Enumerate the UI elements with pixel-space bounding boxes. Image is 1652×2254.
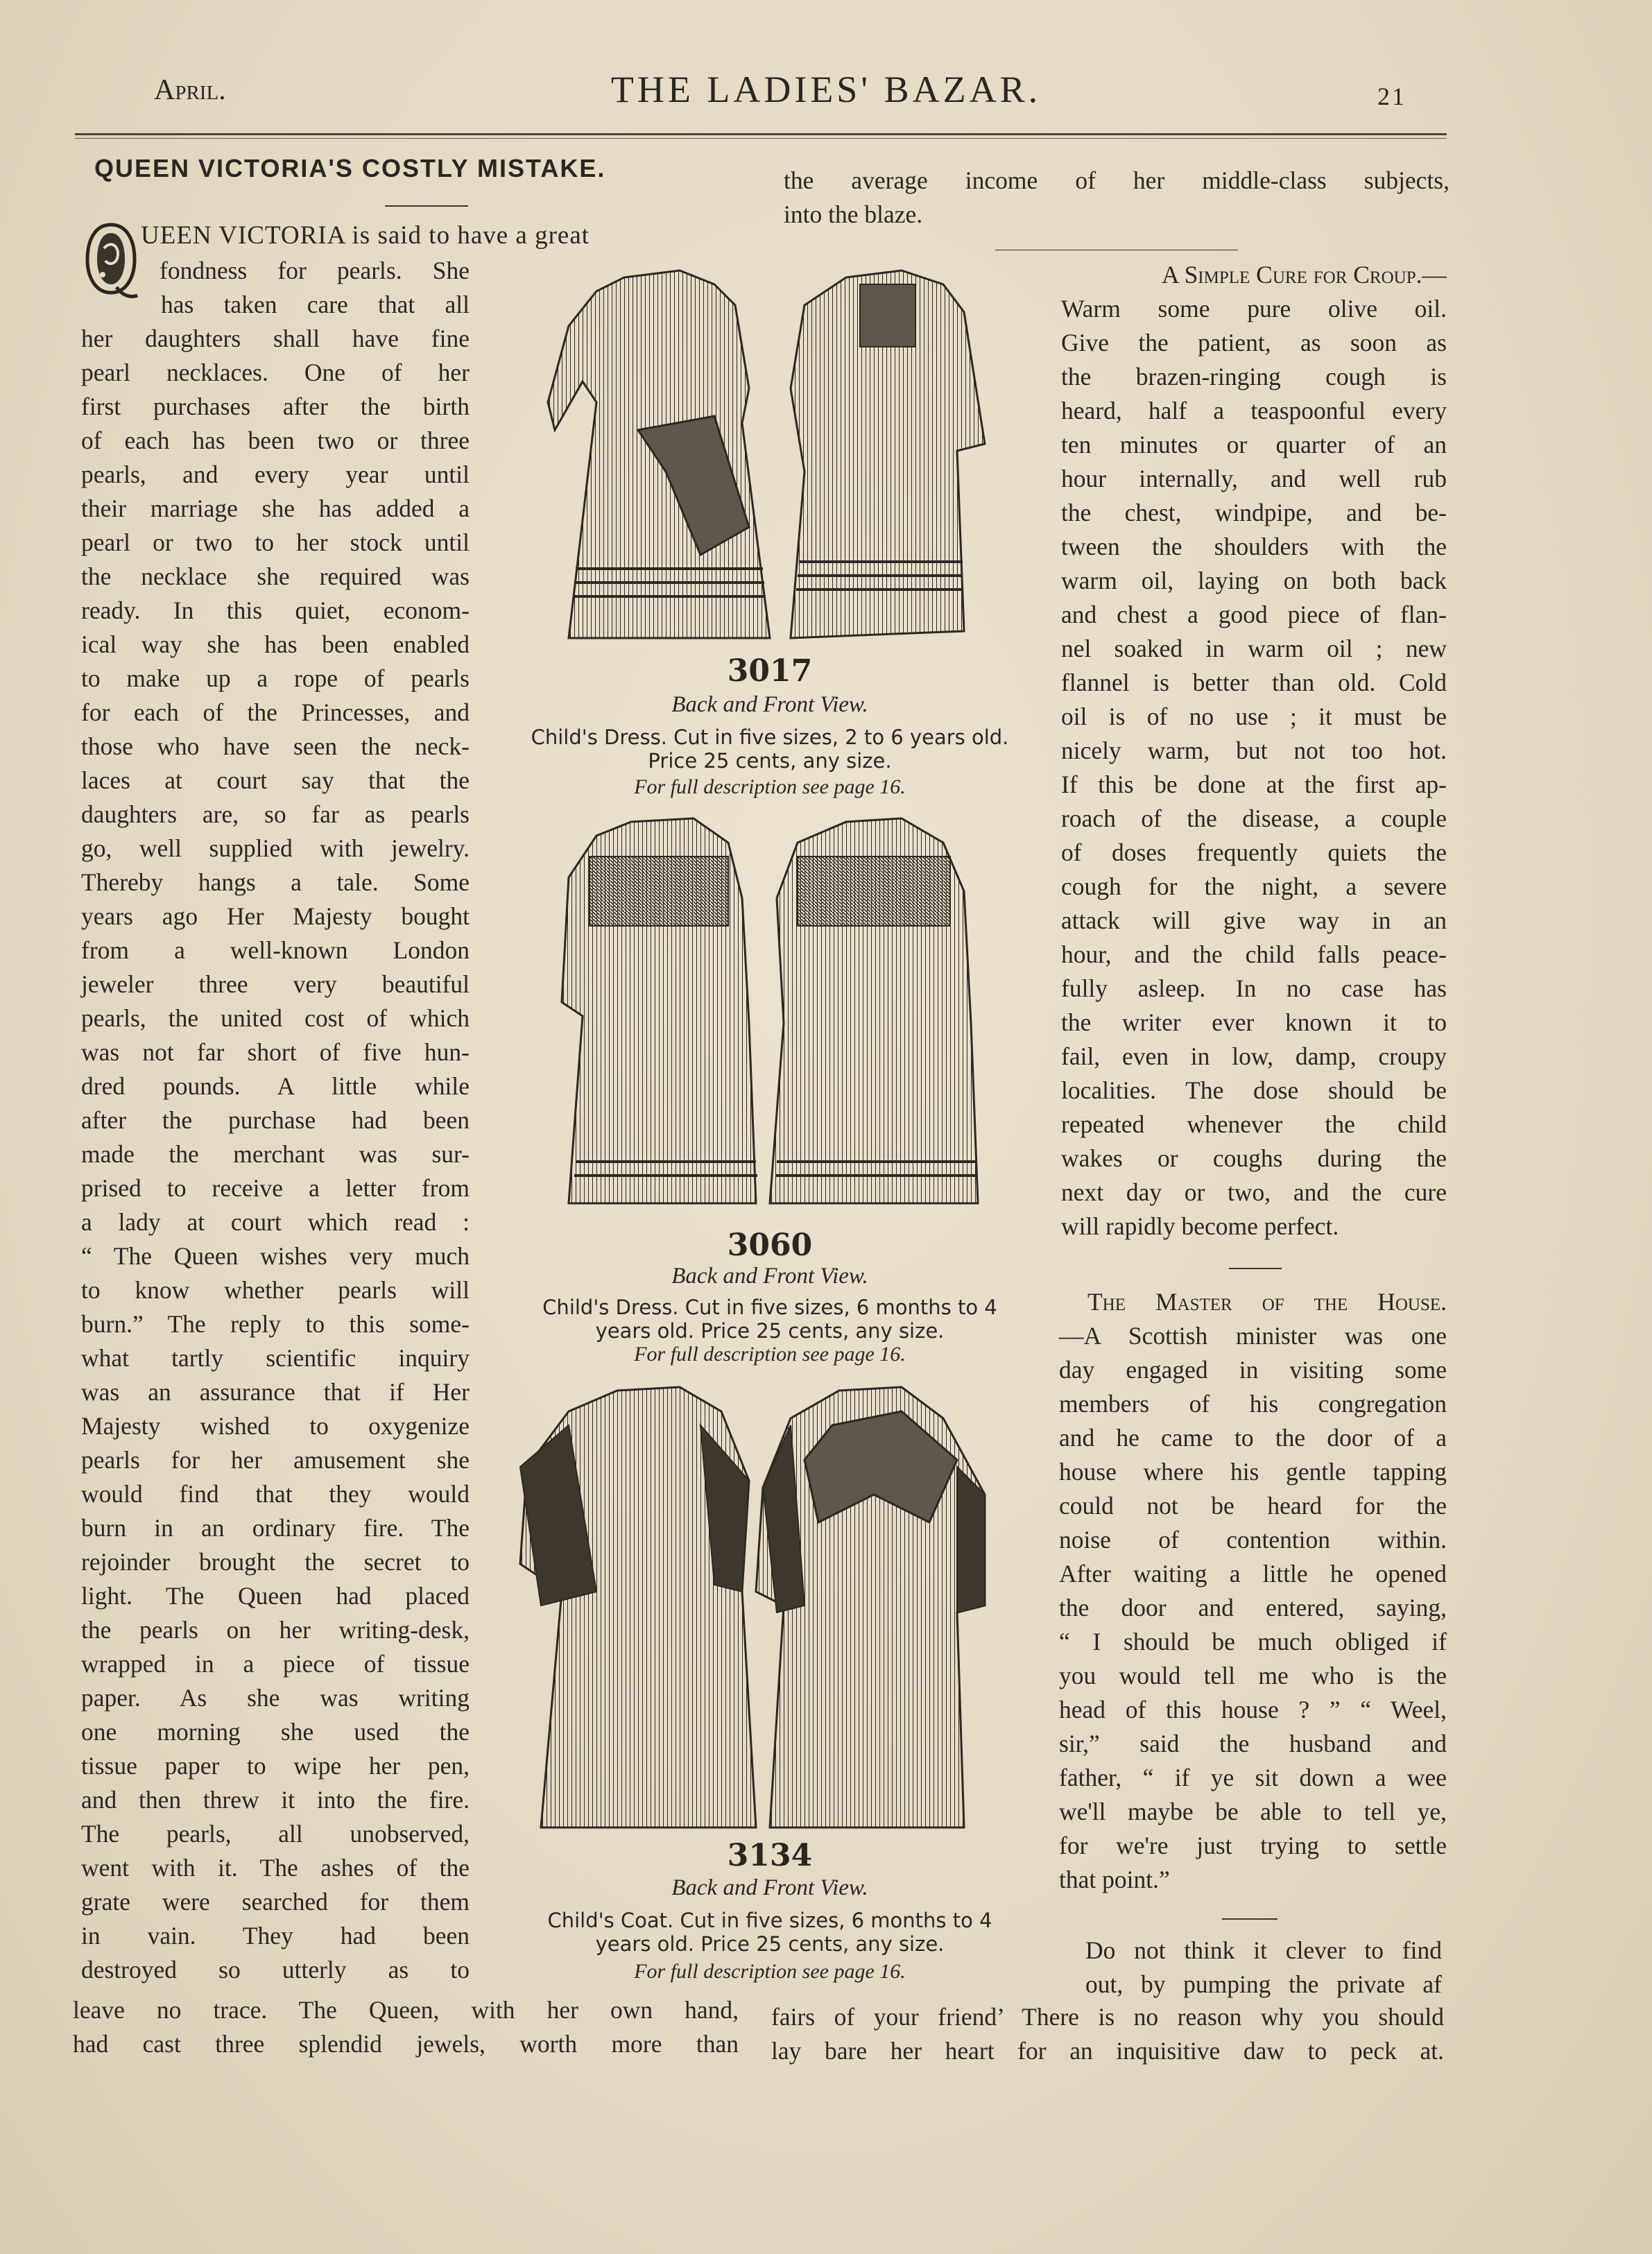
text-line: The pearls, all unobserved, — [81, 1820, 470, 1848]
article-narrow-lines — [160, 254, 470, 322]
text-line: and chest a good piece of flan- — [1061, 601, 1447, 628]
header-month: April. — [154, 74, 226, 106]
text-line: daughters are, so far as pearls — [81, 800, 470, 828]
text-line: Warm some pure olive oil. — [1061, 295, 1447, 322]
text-line: dred pounds. A little while — [81, 1072, 470, 1100]
advice-article — [1085, 1934, 1442, 2002]
master-heading-line — [1087, 1285, 1447, 1319]
figure-description — [506, 1909, 1033, 1956]
text-line: to know whether pearls will — [81, 1276, 470, 1304]
figure-desc-line: Price 25 cents, any size. — [648, 749, 892, 773]
article-first-line: UEEN VICTORIA is said to have a great — [141, 221, 590, 250]
text-line: warm oil, laying on both back — [1061, 567, 1447, 594]
text-line: to make up a rope of pearls — [81, 664, 470, 692]
article-title: QUEEN VICTORIA'S COSTLY MISTAKE. — [94, 154, 606, 182]
text-line: roach of the disease, a couple — [1061, 805, 1447, 832]
text-line: laces at court say that the — [81, 766, 470, 794]
text-line: from a well-known London — [81, 936, 470, 964]
page-number: 21 — [1377, 83, 1406, 110]
text-line: of each has been two or three — [81, 427, 470, 454]
text-line: nel soaked in warm oil ; new — [1061, 635, 1447, 662]
master-article — [1059, 1319, 1447, 1897]
text-line: a lady at court which read : — [81, 1208, 470, 1236]
master-heading: The Master of the House. — [1087, 1288, 1447, 1316]
text-line: burn.” The reply to this some- — [81, 1310, 470, 1338]
croup-heading: A Simple Cure for Croup.— — [1162, 261, 1447, 289]
text-line: pearl necklaces. One of her — [81, 359, 470, 386]
text-line: was not far short of five hun- — [81, 1038, 470, 1066]
text-line: fondness for pearls. She — [160, 257, 470, 284]
figure-description — [506, 1296, 1033, 1343]
text-line: If this be done at the first ap- — [1061, 771, 1447, 798]
text-line: localities. The dose should be — [1061, 1076, 1447, 1104]
text-line: their marriage she has added a — [81, 494, 470, 522]
text-line: tissue paper to wipe her pen, — [81, 1752, 470, 1780]
text-line: her daughters shall have fine — [81, 325, 470, 352]
text-line: pearls, and every year until — [81, 461, 470, 488]
text-line: could not be heard for the — [1059, 1492, 1447, 1520]
text-line: into the blaze. — [784, 200, 923, 228]
text-line: pearls, the united cost of which — [81, 1004, 470, 1032]
text-line: the necklace she required was — [81, 562, 470, 590]
dress-3017-illustration — [541, 264, 1013, 652]
figure-desc-line: Child's Dress. Cut in five sizes, 6 months to 4 — [542, 1296, 997, 1319]
text-line: out, by pumping the private af — [1085, 1970, 1442, 1998]
text-line: the pearls on her writing-desk, — [81, 1616, 470, 1644]
text-line: next day or two, and the cure — [1061, 1178, 1447, 1206]
text-line: for each of the Princesses, and — [81, 698, 470, 726]
figure-view: Back and Front View. — [671, 692, 868, 717]
section-rule — [1222, 1918, 1277, 1920]
text-line: hour internally, and well rub — [1061, 465, 1447, 492]
text-line: we'll maybe be able to tell ye, — [1059, 1798, 1447, 1825]
croup-heading-line — [1061, 258, 1447, 292]
text-line: one morning she used the — [81, 1718, 470, 1746]
text-line: was an assurance that if Her — [81, 1378, 470, 1406]
figure-view: Back and Front View. — [671, 1264, 868, 1289]
text-line: those who have seen the neck- — [81, 732, 470, 760]
text-line: first purchases after the birth — [81, 393, 470, 420]
figure-description — [506, 725, 1033, 773]
section-rule — [1229, 1268, 1282, 1269]
text-line: rejoinder brought the secret to — [81, 1548, 470, 1576]
text-line: Give the patient, as soon as — [1061, 329, 1447, 356]
text-line: that point.” — [1059, 1866, 1170, 1893]
advice-bottom-lines — [771, 2000, 1444, 2068]
text-line: and then threw it into the fire. — [81, 1786, 470, 1814]
text-line: —A Scottish minister was one — [1059, 1322, 1447, 1350]
text-line: made the merchant was sur- — [81, 1140, 470, 1168]
text-line: members of his congregation — [1059, 1390, 1447, 1418]
text-line: house where his gentle tapping — [1059, 1458, 1447, 1486]
header-rule — [75, 133, 1447, 135]
text-line: burn in an ordinary fire. The — [81, 1514, 470, 1542]
text-line: hour, and the child falls peace- — [1061, 940, 1447, 968]
figure-number: 3017 — [727, 653, 813, 689]
text-line: wakes or coughs during the — [1061, 1144, 1447, 1172]
text-line: attack will give way in an — [1061, 906, 1447, 934]
text-line: After waiting a little he opened — [1059, 1560, 1447, 1588]
text-line: father, “ if ye sit down a wee — [1059, 1764, 1447, 1791]
text-line: in vain. They had been — [81, 1922, 470, 1950]
text-line: went with it. The ashes of the — [81, 1854, 470, 1882]
figure-desc-line: years old. Price 25 cents, any size. — [595, 1932, 945, 1956]
text-line: Majesty wished to oxygenize — [81, 1412, 470, 1440]
text-line: for we're just trying to settle — [1059, 1832, 1447, 1859]
text-line: the brazen-ringing cough is — [1061, 363, 1447, 390]
text-line: destroyed so utterly as to — [81, 1956, 470, 1984]
coat-3134-illustration — [513, 1384, 999, 1834]
article-bottom-lines — [73, 1993, 739, 2061]
text-line: grate were searched for them — [81, 1888, 470, 1916]
text-line: day engaged in visiting some — [1059, 1356, 1447, 1384]
text-line: of doses frequently quiets the — [1061, 838, 1447, 866]
text-line: cough for the night, a severe — [1061, 872, 1447, 900]
figure-desc-line: Child's Coat. Cut in five sizes, 6 months to 4 — [547, 1909, 992, 1932]
header-rule-thin — [75, 138, 1447, 139]
text-line: will rapidly become perfect. — [1061, 1212, 1339, 1240]
text-line: head of this house ? ” “ Weel, — [1059, 1696, 1447, 1723]
text-line: oil is of no use ; it must be — [1061, 703, 1447, 730]
figure-view: Back and Front View. — [671, 1875, 868, 1900]
figure-see-page: For full description see page 16. — [634, 1960, 906, 1983]
text-line: flannel is better than old. Cold — [1061, 669, 1447, 696]
text-line: paper. As she was writing — [81, 1684, 470, 1712]
article-continued — [784, 164, 1449, 232]
text-line: “ The Queen wishes very much — [81, 1242, 470, 1270]
text-line: what tartly scientific inquiry — [81, 1344, 470, 1372]
text-line: after the purchase had been — [81, 1106, 470, 1134]
text-line: sir,” said the husband and — [1059, 1730, 1447, 1757]
text-line: fail, even in low, damp, croupy — [1061, 1042, 1447, 1070]
title-rule — [385, 205, 468, 207]
text-line: the average income of her middle-class subjects, — [784, 166, 1449, 194]
text-line: ical way she has been enabled — [81, 630, 470, 658]
text-line: and he came to the door of a — [1059, 1424, 1447, 1452]
text-line: lay bare her heart for an inquisitive daw to peck at. — [771, 2037, 1444, 2065]
figure-desc-line: years old. Price 25 cents, any size. — [595, 1319, 945, 1343]
figure-see-page: For full description see page 16. — [634, 1343, 906, 1366]
text-line: years ago Her Majesty bought — [81, 902, 470, 930]
dropcap-q-ornament — [82, 221, 140, 302]
text-line: Do not think it clever to find — [1085, 1936, 1442, 1964]
header-title: THE LADIES' BAZAR. — [610, 69, 1042, 110]
text-line: you would tell me who is the — [1059, 1662, 1447, 1689]
text-line: tween the shoulders with the — [1061, 533, 1447, 560]
text-line: fully asleep. In no case has — [1061, 974, 1447, 1002]
article-column-left — [81, 322, 470, 1987]
text-line: “ I should be much obliged if — [1059, 1628, 1447, 1655]
dress-3060-illustration — [555, 815, 985, 1224]
croup-article — [1061, 292, 1447, 1244]
text-line: the writer ever known it to — [1061, 1008, 1447, 1036]
figure-number: 3060 — [727, 1228, 813, 1263]
text-line: would find that they would — [81, 1480, 470, 1508]
figure-number: 3134 — [727, 1838, 813, 1873]
text-line: repeated whenever the child — [1061, 1110, 1447, 1138]
text-line: nicely warm, but not too hot. — [1061, 737, 1447, 764]
text-line: heard, half a teaspoonful every — [1061, 397, 1447, 424]
text-line: noise of contention within. — [1059, 1526, 1447, 1554]
text-line: jeweler three very beautiful — [81, 970, 470, 998]
text-line: ready. In this quiet, econom- — [81, 596, 470, 624]
text-line: Thereby hangs a tale. Some — [81, 868, 470, 896]
text-line: leave no trace. The Queen, with her own hand, — [73, 1996, 739, 2024]
text-line: the chest, windpipe, and be- — [1061, 499, 1447, 526]
text-line: had cast three splendid jewels, worth more than — [73, 2030, 739, 2058]
text-line: pearl or two to her stock until — [81, 528, 470, 556]
figure-see-page: For full description see page 16. — [634, 775, 906, 798]
text-line: go, well supplied with jewelry. — [81, 834, 470, 862]
text-line: light. The Queen had placed — [81, 1582, 470, 1610]
text-line: fairs of your friend’ There is no reason why you should — [771, 2003, 1444, 2031]
text-line: has taken care that all — [161, 291, 470, 318]
text-line: ten minutes or quarter of an — [1061, 431, 1447, 458]
figure-desc-line: Child's Dress. Cut in five sizes, 2 to 6 years old. — [531, 725, 1009, 749]
text-line: prised to receive a letter from — [81, 1174, 470, 1202]
text-line: pearls for her amusement she — [81, 1446, 470, 1474]
text-line: wrapped in a piece of tissue — [81, 1650, 470, 1678]
text-line: the door and entered, saying, — [1059, 1594, 1447, 1621]
